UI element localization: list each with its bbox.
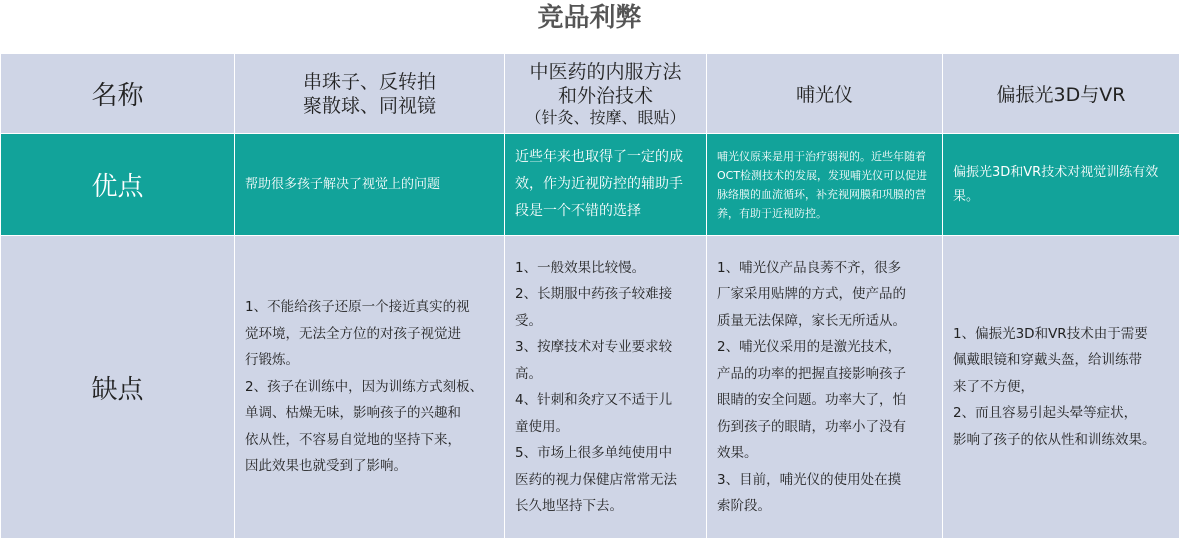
pros-cell-2 [505, 134, 707, 236]
cons-col3-line: 索阶段。 [717, 493, 932, 520]
cons-col1-line: 依从性，不容易自觉地的坚持下来， [245, 427, 494, 454]
cons-col2-line: 2、长期服中药孩子较难接 [515, 281, 696, 308]
pros-col4: 偏振光3D和VR技术对视觉训练有效果。 [943, 161, 1179, 209]
cons-cell-2 [505, 236, 707, 539]
pros-cell-3 [707, 134, 943, 236]
pros-row [1, 134, 1179, 236]
header-row [1, 54, 1179, 134]
cons-col1-line: 2、孩子在训练中，因为训练方式刻板、 [245, 374, 494, 401]
header-col1-line: 串珠子、反转拍 [235, 70, 504, 94]
cons-col2-line: 1、一般效果比较慢。 [515, 255, 696, 282]
cons-col1-line: 觉环境，无法全方位的对孩子视觉进 [245, 321, 494, 348]
header-col2-line: 中医药的内服方法 [505, 60, 706, 84]
cons-label-cell [1, 236, 235, 539]
cons-col3-line: 厂家采用贴牌的方式，使产品的 [717, 281, 932, 308]
pros-label-cell [1, 134, 235, 236]
cons-col1-line: 因此效果也就受到了影响。 [245, 453, 494, 480]
cons-col1-line: 1、不能给孩子还原一个接近真实的视 [245, 294, 494, 321]
cons-col3-line: 1、哺光仪产品良莠不齐，很多 [717, 255, 932, 282]
header-cell-2 [505, 54, 707, 134]
header-label: 名称 [1, 75, 234, 112]
pros-col3: 哺光仪原来是用于治疗弱视的。近些年随着OCT检测技术的发展，发现哺光仪可以促进脉络膜的血流循环，补充视网膜和巩膜的营养，有助于近视防控。 [707, 147, 942, 223]
cons-col4-line: 来了不方便， [953, 374, 1169, 401]
pros-col2: 近些年来也取得了一定的成效，作为近视防控的辅助手段是一个不错的选择 [505, 144, 706, 225]
cons-col2-line: 3、按摩技术对专业要求较 [515, 334, 696, 361]
cons-col2-line: 5、市场上很多单纯使用中 [515, 440, 696, 467]
cons-col4-line: 2、而且容易引起头晕等症状， [953, 400, 1169, 427]
pros-cell-4 [943, 134, 1179, 236]
cons-label: 缺点 [1, 369, 234, 406]
cons-cell-1 [235, 236, 505, 539]
cons-col3-line: 质量无法保障，家长无所适从。 [717, 308, 932, 335]
pros-label: 优点 [1, 166, 234, 203]
pros-cell-1 [235, 134, 505, 236]
cons-cell-3 [707, 236, 943, 539]
cons-col4-line: 1、偏振光3D和VR技术由于需要 [953, 321, 1169, 348]
header-col2-line: （针灸、按摩、眼贴） [505, 108, 706, 128]
cons-col2-line: 受。 [515, 308, 696, 335]
header-cell-1 [235, 54, 505, 134]
cons-col3-line: 伤到孩子的眼睛，功率小了没有 [717, 414, 932, 441]
header-cell-4 [943, 54, 1179, 134]
cons-cell-4 [943, 236, 1179, 539]
cons-col2-line: 童使用。 [515, 414, 696, 441]
cons-col3-line: 3、目前，哺光仪的使用处在摸 [717, 467, 932, 494]
page-title: 竞品利弊 [0, 0, 1179, 40]
header-col1-line: 聚散球、同视镜 [235, 94, 504, 118]
comparison-table [0, 53, 1179, 539]
cons-col2-line: 高。 [515, 361, 696, 388]
cons-col4-line: 影响了孩子的依从性和训练效果。 [953, 427, 1169, 454]
cons-col3-line: 2、哺光仪采用的是激光技术， [717, 334, 932, 361]
header-col2-line: 和外治技术 [505, 84, 706, 108]
header-col4: 偏振光3D与VR [943, 80, 1179, 107]
header-label-cell [1, 54, 235, 134]
cons-col2-line: 医药的视力保健店常常无法 [515, 467, 696, 494]
cons-col2-line: 4、针刺和灸疗又不适于儿 [515, 387, 696, 414]
cons-col2-line: 长久地坚持下去。 [515, 493, 696, 520]
cons-col1-line: 单调、枯燥无味，影响孩子的兴趣和 [245, 400, 494, 427]
cons-col3-line: 眼睛的安全问题。功率大了，怕 [717, 387, 932, 414]
cons-row [1, 236, 1179, 539]
cons-col3-line: 效果。 [717, 440, 932, 467]
cons-col1-line: 行锻炼。 [245, 347, 494, 374]
header-col3: 哺光仪 [707, 80, 942, 107]
cons-col3-line: 产品的功率的把握直接影响孩子 [717, 361, 932, 388]
header-cell-3 [707, 54, 943, 134]
pros-col1: 帮助很多孩子解决了视觉上的问题 [235, 173, 504, 197]
cons-col4-line: 佩戴眼镜和穿戴头盔，给训练带 [953, 347, 1169, 374]
